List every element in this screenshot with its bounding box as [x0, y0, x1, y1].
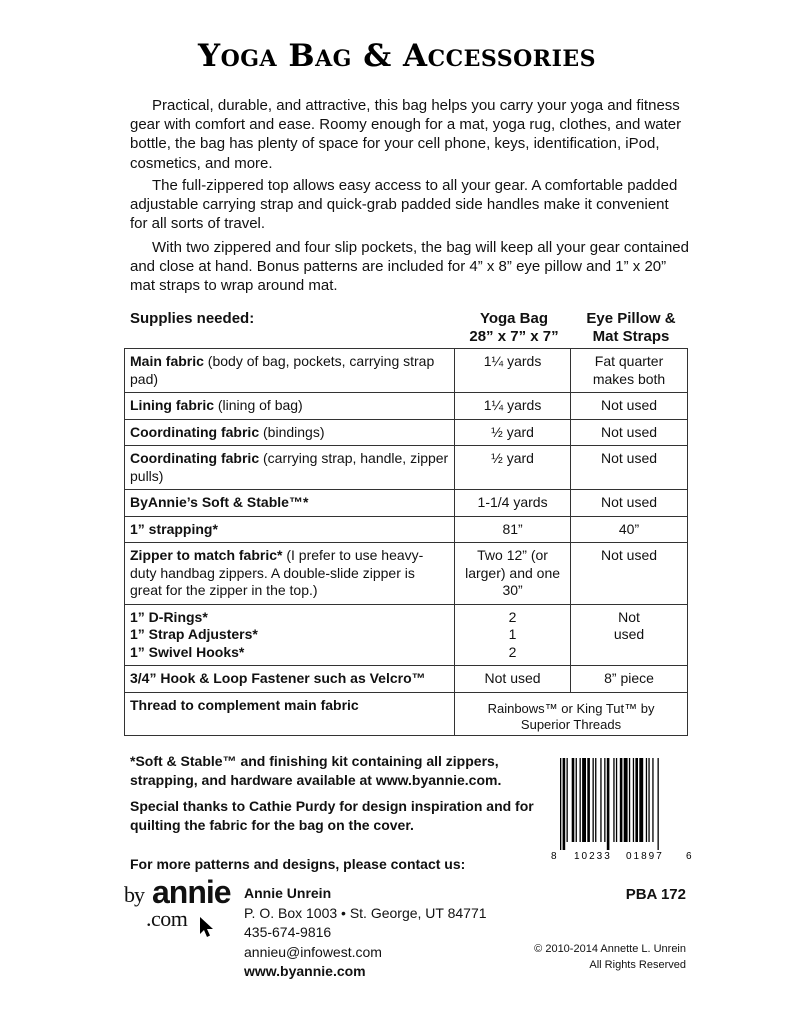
- copyright-line-1: © 2010-2014 Annette L. Unrein: [534, 943, 686, 955]
- table-row: [125, 446, 688, 490]
- contact-email[interactable]: annieu@infowest.com: [244, 943, 382, 960]
- barcode-bar: [563, 758, 566, 850]
- intro-paragraph-3: With two zippered and four slip pockets, the bag will keep all your gear contained and close at hand. Bonus patterns are included for 4” x 8” eye pillow and 1” x 20” mat straps to wrap around mat.: [130, 239, 689, 295]
- barcode-bar: [595, 758, 596, 842]
- table-row: [125, 490, 688, 517]
- supply-item-name: Coordinating fabric: [130, 423, 260, 440]
- pattern-code: PBA 172: [625, 886, 686, 903]
- supply-item: [125, 692, 455, 735]
- supply-item: [125, 349, 455, 393]
- supply-item-name: 1” Strap Adjusters*: [130, 626, 258, 642]
- column-header-yoga-bag: [456, 310, 572, 346]
- barcode: [546, 756, 694, 864]
- byannie-logo: [124, 874, 231, 942]
- supply-bag-amount: 1¼ yards: [455, 393, 571, 420]
- supply-pillow-amount: Fat quarter makes both: [571, 349, 688, 393]
- barcode-bar: [567, 758, 568, 842]
- copyright: [480, 941, 686, 973]
- contact-address-block: [244, 884, 487, 982]
- intro-paragraph-2: The full-zippered top allows easy access to all your gear. A comfortable padded adjustable carrying strap and quick-grab padded side handles make it convenient for all sorts of travel.: [130, 177, 678, 233]
- barcode-bar: [620, 758, 623, 842]
- table-row: [125, 692, 688, 735]
- supply-item: [125, 490, 455, 517]
- supply-pillow-amount: Not used: [571, 490, 688, 517]
- logo-by-text: by: [124, 882, 144, 907]
- column-header-eye-pillow: [572, 310, 690, 346]
- barcode-bar: [633, 758, 634, 842]
- supply-bag-amount-line: 2: [508, 643, 517, 660]
- barcode-bar: [607, 758, 610, 850]
- supply-item: [125, 543, 455, 605]
- supply-pillow-amount: 40”: [571, 516, 688, 543]
- supply-item: [125, 419, 455, 446]
- table-row: [125, 419, 688, 446]
- supply-bag-amount: 81”: [455, 516, 571, 543]
- supply-item: [125, 666, 455, 693]
- table-row: [125, 604, 688, 666]
- supply-item-name: 1” D-Rings*: [130, 608, 208, 625]
- contact-website[interactable]: www.byannie.com: [244, 963, 366, 979]
- supply-pillow-amount: Not used: [571, 446, 688, 490]
- table-row: [125, 393, 688, 420]
- supply-item-name: Thread to complement main fabric: [130, 696, 359, 713]
- table-row: [125, 349, 688, 393]
- supply-item-name: 3/4” Hook & Loop Fastener such as Velcro™: [130, 670, 426, 686]
- supply-bag-amount: ½ yard: [455, 419, 571, 446]
- table-row: [125, 516, 688, 543]
- barcode-bar: [639, 758, 643, 842]
- supplies-header: [130, 310, 690, 346]
- supply-item-name: Coordinating fabric: [130, 450, 260, 466]
- barcode-bar: [593, 758, 594, 842]
- contact-phone: 435-674-9816: [244, 924, 332, 940]
- logo-annie-text: annie: [152, 874, 231, 910]
- supply-pillow-amount: Not used: [571, 419, 688, 446]
- supply-pillow-amount: Not used: [571, 393, 688, 420]
- column-header-eye-pillow-line1: Eye Pillow &: [586, 310, 676, 327]
- supply-thread-text: Rainbows™ or King Tut™ by Superior Threads: [487, 700, 655, 732]
- supplies-label: Supplies needed:: [130, 310, 255, 327]
- barcode-bar: [580, 758, 581, 842]
- barcode-bar: [587, 758, 590, 842]
- supply-item: [125, 604, 455, 666]
- supply-item-detail: (body of bag, pockets, carrying strap pad): [130, 353, 435, 387]
- barcode-bar: [572, 758, 575, 842]
- barcode-bar: [582, 758, 586, 842]
- column-header-yoga-bag-line1: Yoga Bag: [479, 310, 549, 327]
- supply-bag-amount: Two 12” (or larger) and one 30”: [455, 543, 571, 605]
- barcode-icon: [546, 756, 694, 864]
- supply-bag-amount-line: 1: [508, 626, 517, 642]
- supply-pillow-amount-text: Not used: [613, 608, 645, 642]
- logo-com-text: .com: [146, 906, 188, 931]
- barcode-digit-left: 8: [551, 851, 557, 862]
- kit-note: *Soft & Stable™ and finishing kit containing all zippers, strapping, and hardware available at www.byannie.com.: [130, 753, 502, 788]
- barcode-bar: [604, 758, 605, 842]
- barcode-digits-group1: 10233: [574, 851, 612, 862]
- table-row: [125, 666, 688, 693]
- barcode-digits-group2: 01897: [626, 851, 664, 862]
- supplies-table: [124, 348, 688, 736]
- barcode-bar: [635, 758, 638, 842]
- supply-bag-amount: 1¼ yards: [455, 349, 571, 393]
- supply-item-name: Zipper to match fabric*: [130, 547, 283, 563]
- barcode-bar: [658, 758, 659, 850]
- barcode-bar: [629, 758, 630, 842]
- barcode-bar: [560, 758, 561, 850]
- barcode-bar: [648, 758, 649, 842]
- mouse-cursor-icon: [198, 916, 216, 938]
- contact-name: Annie Unrein: [244, 885, 332, 901]
- supply-pillow-amount: Not used: [571, 543, 688, 605]
- supply-bag-amount: 1-1/4 yards: [455, 490, 571, 517]
- supply-item: [125, 516, 455, 543]
- supply-item: [125, 446, 455, 490]
- intro-paragraph-1: Practical, durable, and attractive, this bag helps you carry your yoga and fitness gear with comfort and ease. Roomy enough for a mat, yoga rug, clothes, and water bottle, the bag has plenty of space for your cell phone, keys, identification, iPod, cosmetics, and more.: [130, 97, 682, 172]
- barcode-bar: [616, 758, 617, 842]
- supply-item-detail: (carrying strap, handle, zipper pulls): [130, 450, 449, 484]
- supply-bag-amount: [455, 604, 571, 666]
- barcode-bar: [646, 758, 647, 842]
- barcode-bar: [576, 758, 577, 842]
- barcode-bar: [600, 758, 601, 842]
- page-title: Yoga Bag & Accessories: [197, 38, 597, 74]
- contact-heading: For more patterns and designs, please contact us:: [130, 856, 466, 872]
- supply-item-detail: (bindings): [259, 423, 325, 440]
- barcode-digit-right: 6: [686, 851, 692, 862]
- thanks-note: Special thanks to Cathie Purdy for design inspiration and for quilting the fabric for the bag on the cover.: [130, 798, 534, 833]
- supply-pillow-amount: [571, 604, 688, 666]
- supply-item-name: Lining fabric: [130, 397, 214, 413]
- supply-item-name: Main fabric: [130, 353, 204, 369]
- supply-item-name: 1” strapping*: [130, 520, 218, 537]
- column-header-eye-pillow-line2: Mat Straps: [592, 328, 670, 345]
- supply-item-name: ByAnnie’s Soft & Stable™*: [130, 494, 309, 510]
- supply-pillow-amount: 8” piece: [571, 666, 688, 693]
- contact-address: P. O. Box 1003 • St. George, UT 84771: [244, 904, 487, 921]
- supply-bag-amount: Not used: [455, 666, 571, 693]
- supply-bag-amount-line: 2: [508, 608, 517, 625]
- supply-item: [125, 393, 455, 420]
- table-row: [125, 543, 688, 605]
- copyright-line-2: All Rights Reserved: [589, 959, 686, 971]
- supply-bag-amount: ½ yard: [455, 446, 571, 490]
- barcode-bar: [652, 758, 653, 842]
- supply-thread-note: [455, 692, 688, 735]
- barcode-bar: [624, 758, 628, 842]
- supply-item-detail: (I prefer to use heavy-duty handbag zippers. A double-slide zipper is great for the zipper in the top.): [130, 547, 424, 598]
- supply-item-detail: (lining of bag): [214, 397, 303, 413]
- supply-item-name: 1” Swivel Hooks*: [130, 643, 245, 660]
- column-header-yoga-bag-line2: 28” x 7” x 7”: [469, 328, 559, 345]
- barcode-bar: [613, 758, 614, 842]
